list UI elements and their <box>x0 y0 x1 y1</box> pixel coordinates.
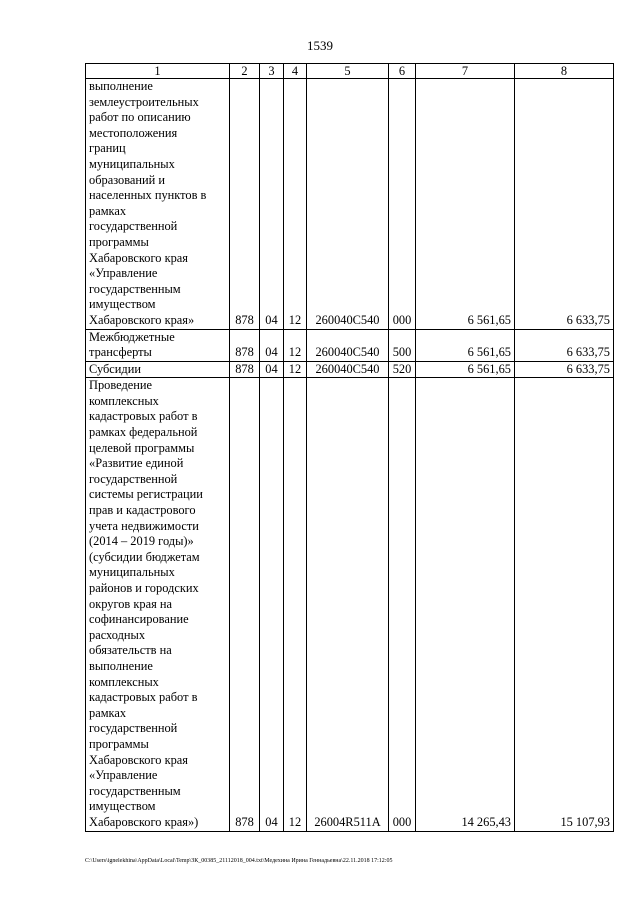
header-cell: 6 <box>389 64 416 79</box>
header-cell: 2 <box>230 64 260 79</box>
header-cell: 8 <box>515 64 614 79</box>
table-row <box>86 361 614 378</box>
row-target-article: 260040С540 <box>307 79 389 330</box>
row-amount-1: 6 561,65 <box>416 79 515 330</box>
row-amount-2: 6 633,75 <box>515 79 614 330</box>
table-row <box>86 79 614 330</box>
row-expense-type: 520 <box>389 361 416 378</box>
row-section-code: 04 <box>260 361 284 378</box>
file-path-footer: C:\Users\ignelekhina\AppData\Local\Temp\ЗК_00385_21112018_004.txt\Медехина Ирина Геннадьевна\22.11.2018 17:12:05 <box>85 858 393 864</box>
row-ministry-code: 878 <box>230 329 260 361</box>
row-subsection-code: 12 <box>284 79 307 330</box>
row-section-code: 04 <box>260 79 284 330</box>
row-description: Проведение комплексных кадастровых работ в рамках федеральной целевой программы «Развитие единой государственной системы регистрации прав и кадастрового учета недвижимости (2014 – 2019 годы)» (субсидии бюджетам муниципальных районов и городских округов края на софинансирование расходных обязательств на выполнение комплексных кадастровых работ в рамках государственной программы Хабаровского края «Управление государственным имуществом Хабаровского края») <box>86 378 230 831</box>
header-cell: 5 <box>307 64 389 79</box>
row-target-article: 26004R511А <box>307 378 389 831</box>
row-subsection-code: 12 <box>284 361 307 378</box>
row-section-code: 04 <box>260 329 284 361</box>
row-ministry-code: 878 <box>230 361 260 378</box>
row-target-article: 260040С540 <box>307 329 389 361</box>
row-amount-1: 14 265,43 <box>416 378 515 831</box>
header-cell: 4 <box>284 64 307 79</box>
table-header-row <box>86 64 614 79</box>
row-description: Межбюджетные трансферты <box>86 329 230 361</box>
row-subsection-code: 12 <box>284 329 307 361</box>
header-cell: 7 <box>416 64 515 79</box>
row-expense-type: 000 <box>389 79 416 330</box>
row-description: Субсидии <box>86 361 230 378</box>
row-section-code: 04 <box>260 378 284 831</box>
row-amount-1: 6 561,65 <box>416 329 515 361</box>
row-target-article: 260040С540 <box>307 361 389 378</box>
row-ministry-code: 878 <box>230 79 260 330</box>
table-row <box>86 378 614 831</box>
row-expense-type: 500 <box>389 329 416 361</box>
header-cell: 1 <box>86 64 230 79</box>
row-amount-2: 15 107,93 <box>515 378 614 831</box>
row-amount-1: 6 561,65 <box>416 361 515 378</box>
row-amount-2: 6 633,75 <box>515 329 614 361</box>
row-subsection-code: 12 <box>284 378 307 831</box>
row-description: выполнение землеустроительных работ по описанию местоположения границ муниципальных образований и населенных пунктов в рамках государственной программы Хабаровского края «Управление государственным имуществом Хабаровского края» <box>86 79 230 330</box>
row-ministry-code: 878 <box>230 378 260 831</box>
table-row <box>86 329 614 361</box>
header-cell: 3 <box>260 64 284 79</box>
budget-table <box>85 63 614 832</box>
row-amount-2: 6 633,75 <box>515 361 614 378</box>
row-expense-type: 000 <box>389 378 416 831</box>
page-number: 1539 <box>307 38 333 53</box>
